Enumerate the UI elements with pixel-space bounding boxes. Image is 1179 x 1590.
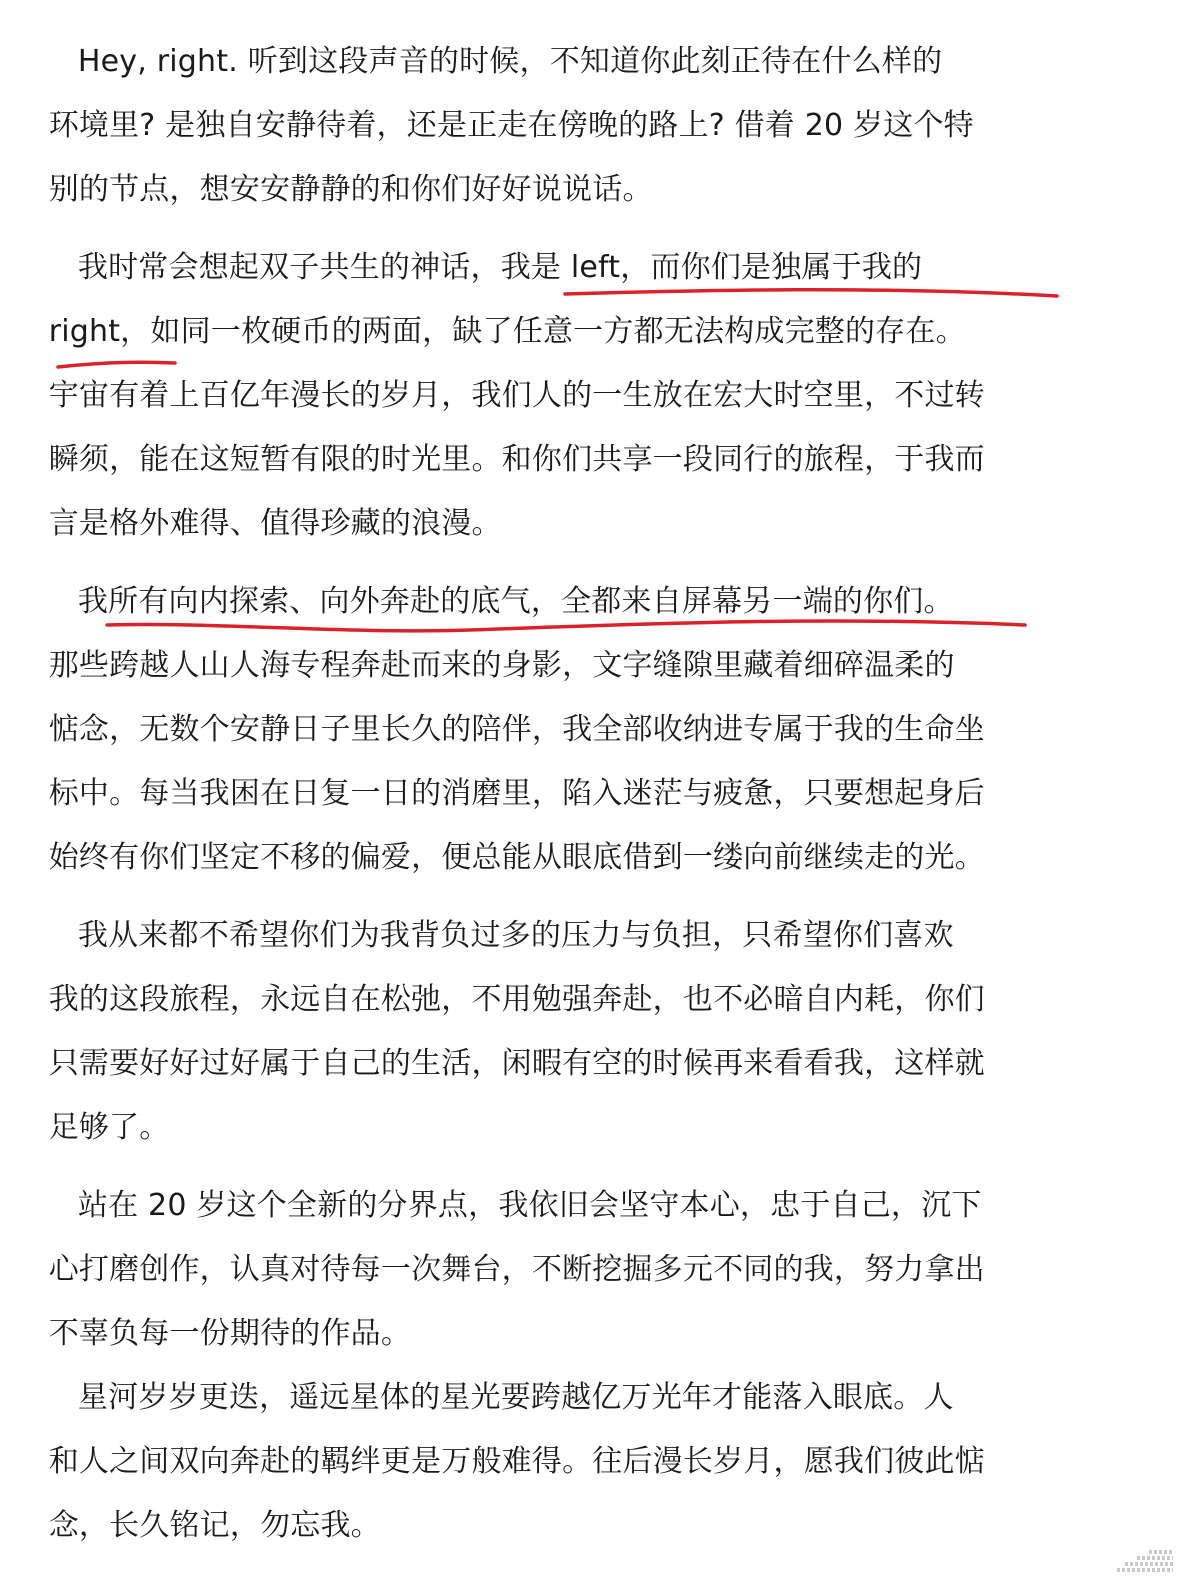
underline-stroke-2: [58, 362, 175, 367]
text-line: [0, 1103, 1179, 1153]
line-text: 站在 20 岁这个全新的分界点，我依旧会坚守本心，忠于自己，沉下: [77, 1188, 982, 1223]
text-line: [0, 1437, 1179, 1487]
text-line: [0, 641, 1179, 691]
text-line: [0, 1309, 1179, 1359]
line-text: 我的这段旅程，永远自在松弛，不用勉强奔赴，也不必暗自内耗，你们: [48, 982, 985, 1017]
line-text: 不辜负每一份期待的作品。: [48, 1316, 412, 1351]
text-line: [0, 371, 1179, 421]
text-line: [0, 1501, 1179, 1551]
text-line: [0, 499, 1179, 549]
text-line: [0, 1245, 1179, 1295]
text-line: [0, 1039, 1179, 1089]
line-text: 我所有向内探索、向外奔赴的底气，全都来自屏幕另一端的你们。: [77, 584, 954, 619]
corner-watermark: [1117, 1548, 1173, 1584]
text-line: [0, 435, 1179, 485]
line-text: 始终有你们坚定不移的偏爱，便总能从眼底借到一缕向前继续走的光。: [48, 840, 985, 875]
text-line: [0, 769, 1179, 819]
line-text: 心打磨创作，认真对待每一次舞台，不断挖掘多元不同的我，努力拿出: [48, 1252, 985, 1287]
line-text: 那些跨越人山人海专程奔赴而来的身影，文字缝隙里藏着细碎温柔的: [48, 648, 955, 683]
line-text: 环境里? 是独自安静待着，还是正走在傍晚的路上? 借着 20 岁这个特: [48, 108, 974, 143]
line-text: 我从来都不希望你们为我背负过多的压力与负担，只希望你们喜欢: [77, 918, 954, 953]
text-line: [0, 243, 1179, 293]
line-text: 只需要好好过好属于自己的生活，闲暇有空的时候再来看看我，这样就: [48, 1046, 985, 1081]
text-line: [0, 833, 1179, 883]
text-line: [0, 165, 1179, 215]
line-text: 标中。每当我困在日复一日的消磨里，陷入迷茫与疲惫，只要想起身后: [48, 776, 985, 811]
text-line: [0, 577, 1179, 627]
text-line: [0, 307, 1179, 357]
line-text: 言是格外难得、值得珍藏的浪漫。: [48, 506, 502, 541]
text-line: [0, 101, 1179, 151]
line-text: 宇宙有着上百亿年漫长的岁月，我们人的一生放在宏大时空里，不过转: [48, 378, 985, 413]
line-text: 和人之间双向奔赴的羁绊更是万般难得。往后漫长岁月，愿我们彼此惦: [48, 1444, 985, 1479]
text-line: [0, 37, 1179, 87]
line-text: 惦念，无数个安静日子里长久的陪伴，我全部收纳进专属于我的生命坐: [48, 712, 985, 747]
text-line: [0, 975, 1179, 1025]
line-text: 足够了。: [48, 1110, 170, 1145]
text-line: [0, 911, 1179, 961]
line-text: 念，长久铭记，勿忘我。: [48, 1508, 381, 1543]
line-text: 别的节点，想安安静静的和你们好好说说话。: [48, 172, 653, 207]
line-text: 我时常会想起双子共生的神话，我是 left，而你们是独属于我的: [77, 250, 923, 285]
line-text: Hey, right. 听到这段声音的时候，不知道你此刻正待在什么样的: [77, 44, 943, 79]
text-line: [0, 1373, 1179, 1423]
line-text: right，如同一枚硬币的两面，缺了任意一方都无法构成完整的存在。: [48, 314, 966, 349]
line-text: 星河岁岁更迭，遥远星体的星光要跨越亿万光年才能落入眼底。人: [77, 1380, 954, 1415]
text-line: [0, 1181, 1179, 1231]
text-line: [0, 705, 1179, 755]
line-text: 瞬须，能在这短暂有限的时光里。和你们共享一段同行的旅程，于我而: [48, 442, 985, 477]
